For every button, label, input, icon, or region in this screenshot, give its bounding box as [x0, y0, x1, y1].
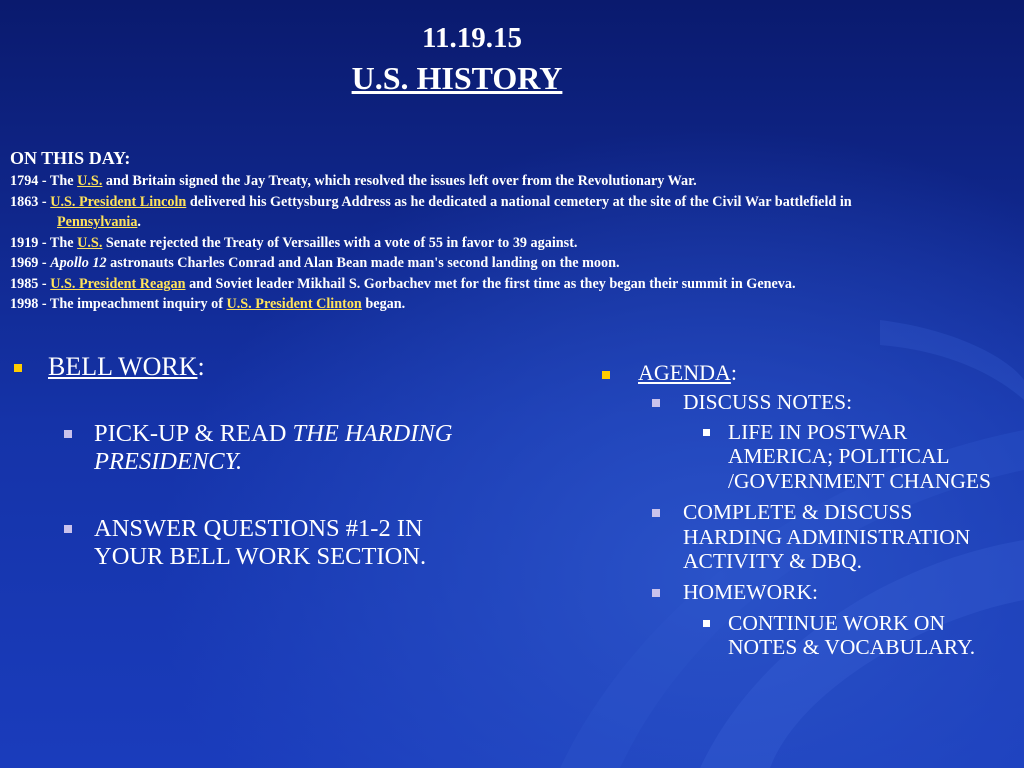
event-1998 — [10, 294, 1016, 315]
event-text: astronauts Charles Conrad and Alan Bean made man's second landing on the moon. — [106, 255, 620, 271]
on-this-day-section — [10, 146, 1016, 315]
bullet-square-icon — [602, 371, 610, 379]
bullet-square-icon — [652, 399, 660, 407]
item-text: LIFE IN POSTWAR AMERICA; POLITICAL /GOVERNMENT CHANGES — [728, 419, 991, 494]
slide-date: 11.19.15 — [422, 22, 522, 54]
item-text: COMPLETE & DISCUSS HARDING ADMINISTRATION ACTIVITY & DBQ. — [683, 499, 971, 574]
item-text: DISCUSS NOTES: — [683, 390, 853, 414]
event-text: and Soviet leader Mikhail S. Gorbachev met for the first time as they began their summit in Geneva. — [185, 275, 796, 292]
agenda-label: AGENDA — [638, 360, 731, 385]
link-president-lincoln[interactable]: U.S. President Lincoln — [50, 193, 187, 210]
event-1863 — [10, 192, 1016, 233]
item-text: HOMEWORK: — [683, 579, 818, 604]
event-text: 1919 - The — [10, 234, 78, 251]
event-text: delivered his Gettysburg Address as he dedicated a national cemetery at the site of the Civil War battlefield in — [186, 193, 852, 210]
link-pennsylvania[interactable]: Pennsylvania — [57, 214, 138, 230]
bullet-square-icon — [64, 430, 72, 438]
link-president-reagan[interactable]: U.S. President Reagan — [50, 275, 186, 292]
bullet-square-icon — [64, 525, 72, 533]
bell-work-column — [10, 352, 480, 570]
bell-work-label: BELL WORK — [48, 352, 198, 381]
agenda-discuss-notes — [596, 390, 1014, 415]
agenda-homework — [596, 580, 1014, 605]
event-text: 1985 - — [10, 275, 51, 292]
agenda-homework-subitem — [596, 611, 1014, 660]
on-this-day-heading: ON THIS DAY: — [10, 148, 131, 168]
event-text: began. — [361, 296, 406, 312]
event-text: . — [137, 214, 141, 230]
agenda-column — [596, 360, 1014, 660]
event-text: and Britain signed the Jay Treaty, which resolved the issues left over from the Revolutionary War. — [102, 173, 697, 189]
bullet-square-icon — [652, 589, 660, 597]
bullet-square-icon — [652, 509, 660, 517]
bullet-square-icon — [14, 364, 22, 372]
item-text: ANSWER QUESTIONS #1-2 IN YOUR BELL WORK SECTION. — [94, 515, 427, 570]
link-us[interactable]: U.S. — [77, 234, 103, 251]
agenda-discuss-subitem — [596, 420, 1014, 494]
bell-work-heading — [10, 352, 480, 382]
event-1969 — [10, 253, 1016, 274]
bullet-square-icon — [703, 429, 710, 436]
event-italic: Apollo 12 — [50, 255, 107, 271]
bell-work-colon: : — [197, 352, 205, 381]
slide-title: U.S. HISTORY — [351, 60, 563, 96]
link-president-clinton[interactable]: U.S. President Clinton — [226, 296, 362, 312]
event-text: 1794 - The — [10, 173, 78, 189]
agenda-heading — [596, 360, 1014, 386]
event-1919 — [10, 233, 1016, 254]
event-text: Senate rejected the Treaty of Versailles with a vote of 55 in favor to 39 against. — [102, 234, 578, 251]
event-1985 — [10, 274, 1016, 295]
event-text: 1969 - — [10, 255, 51, 271]
event-1794 — [10, 171, 1016, 192]
bullet-square-icon — [703, 620, 710, 627]
agenda-complete-activity — [596, 500, 1014, 574]
item-italic: THE HARDING PRESIDENCY. — [94, 420, 453, 475]
agenda-colon: : — [730, 360, 738, 385]
bell-work-item-1 — [10, 420, 480, 475]
event-text: 1863 - — [10, 193, 51, 210]
item-text: CONTINUE WORK ON NOTES & VOCABULARY. — [728, 610, 976, 660]
item-text: PICK-UP & READ — [94, 420, 293, 447]
bell-work-item-2 — [10, 515, 480, 570]
link-us[interactable]: U.S. — [77, 173, 103, 189]
event-text: 1998 - The impeachment inquiry of — [10, 296, 227, 312]
